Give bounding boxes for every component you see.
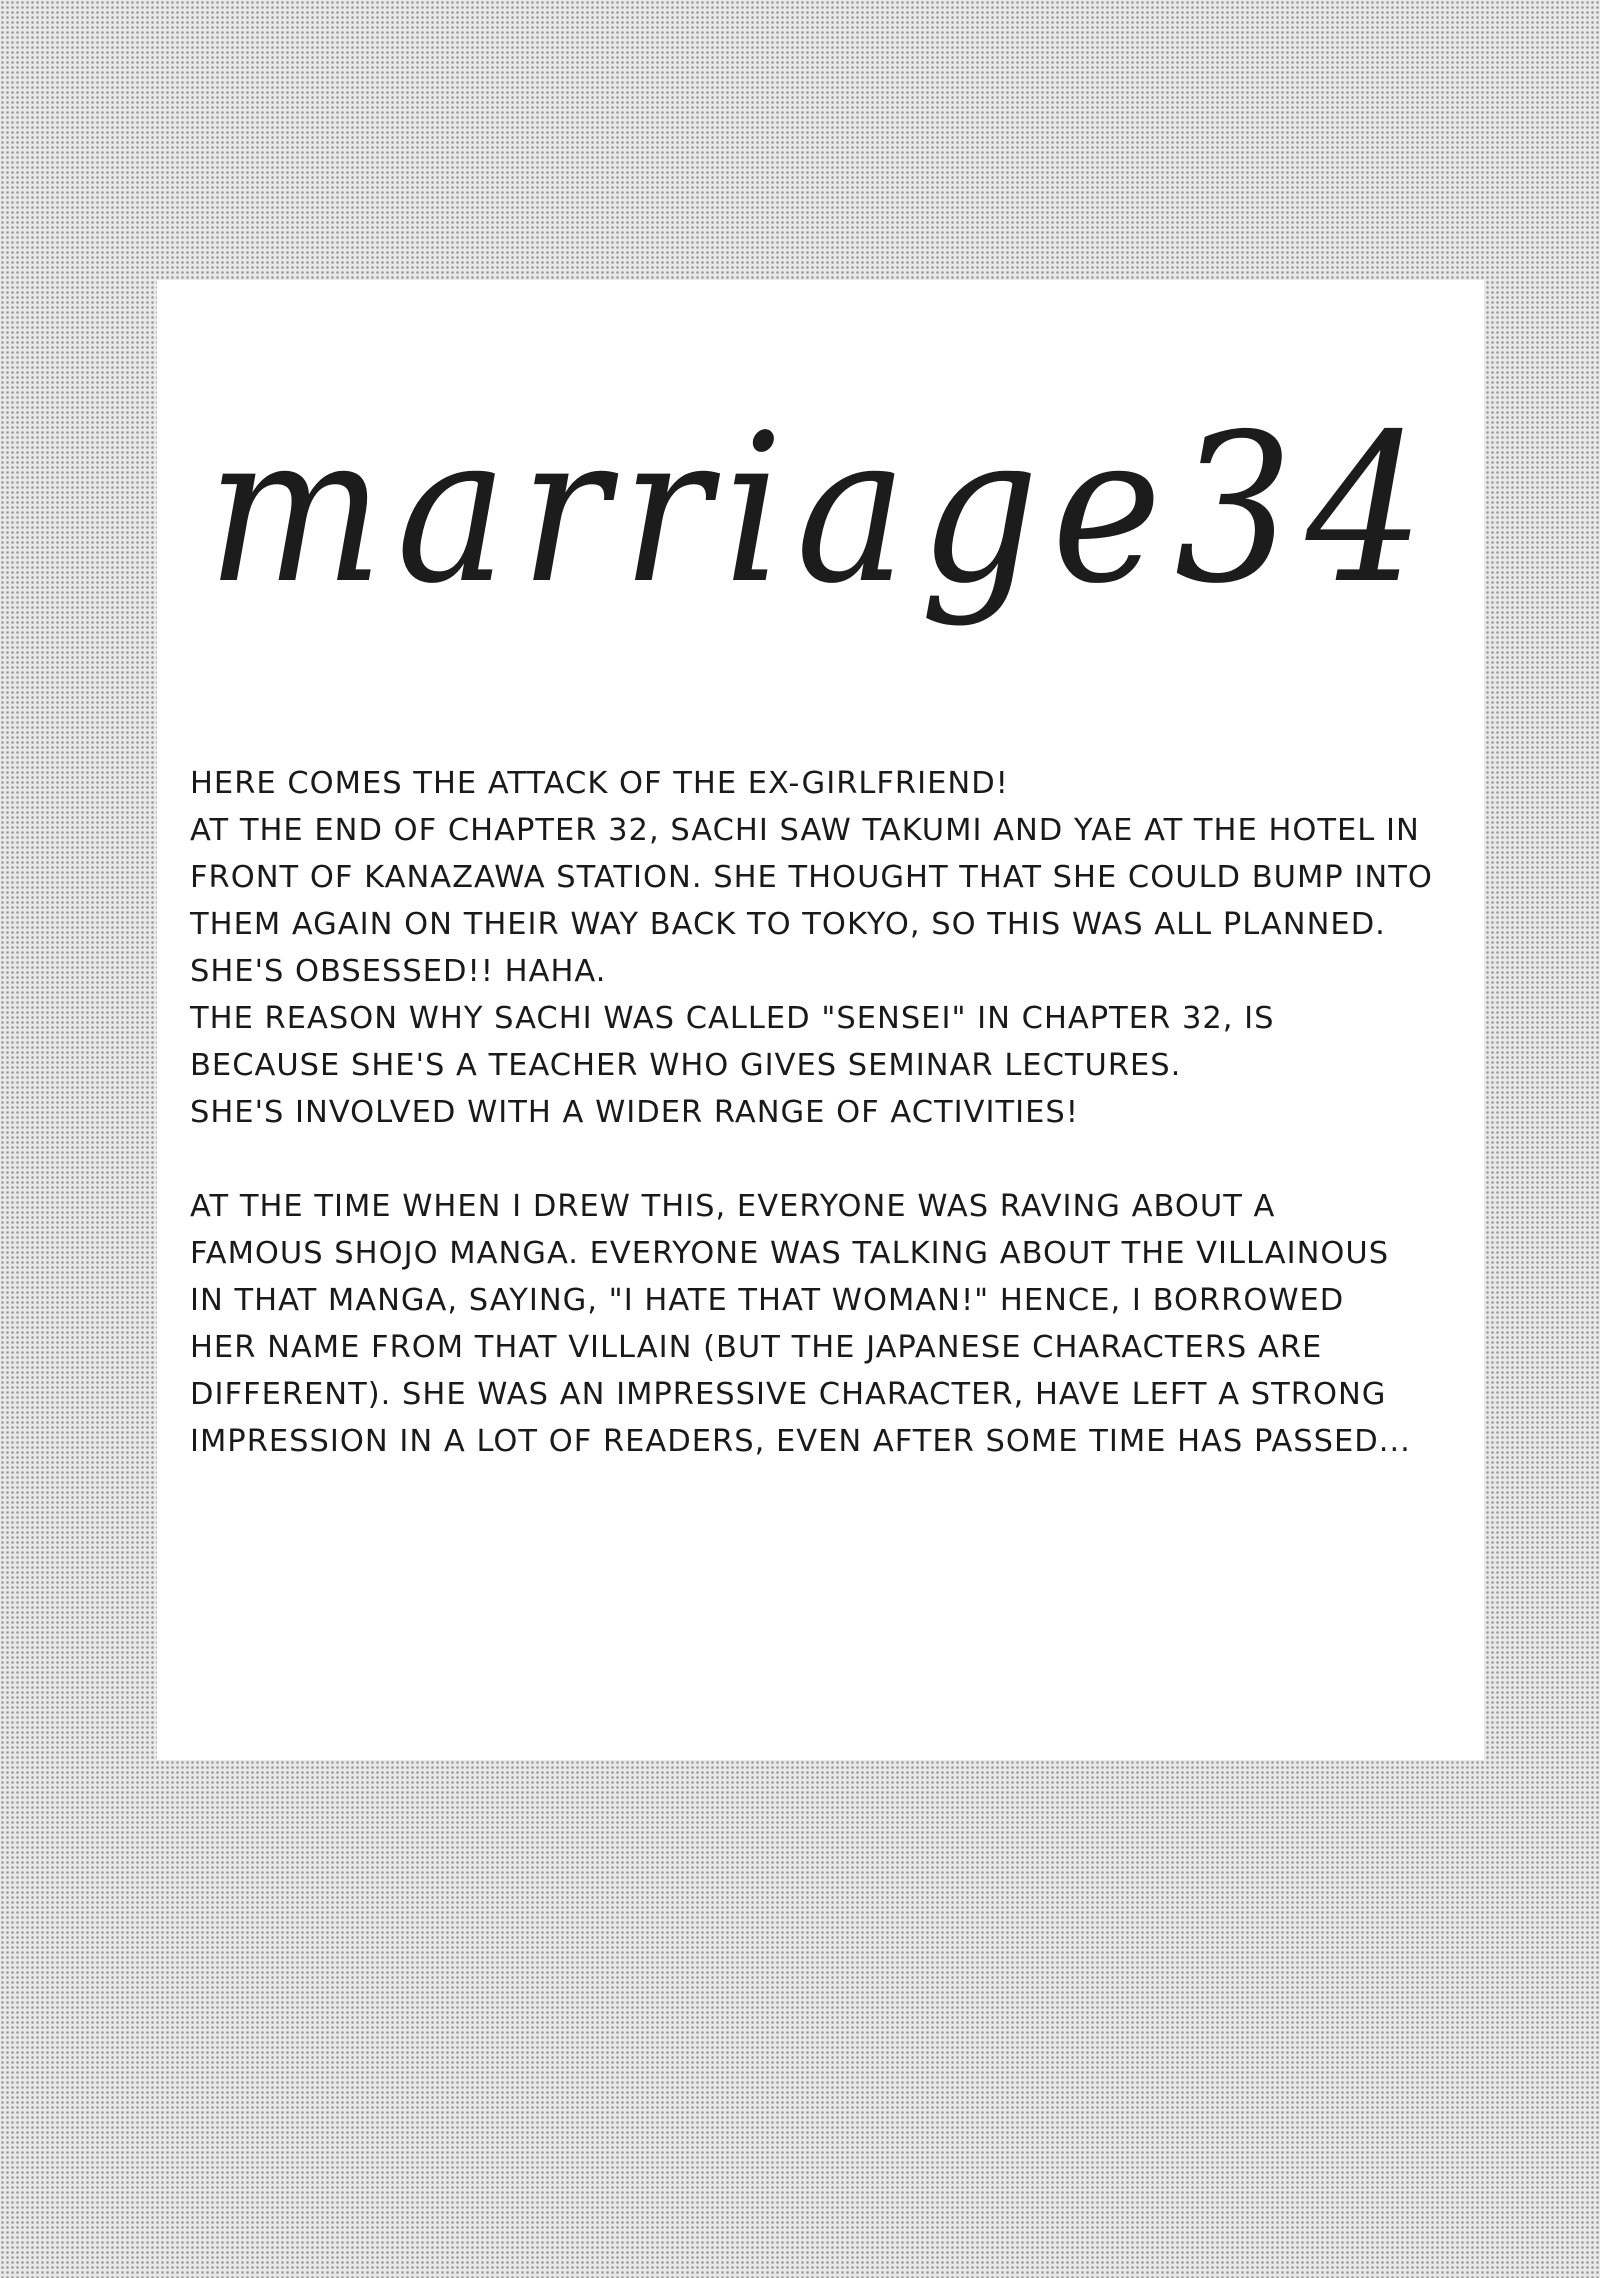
text-line: BECAUSE SHE'S A TEACHER WHO GIVES SEMINAR LECTURES. <box>190 1048 1182 1083</box>
notes-paragraph-2 <box>190 1183 1470 1465</box>
chapter-title-text: marriage34 <box>207 391 1437 629</box>
text-line: THE REASON WHY SACHI WAS CALLED "SENSEI" IN CHAPTER 32, IS <box>190 1001 1275 1036</box>
chapter-title-lettering <box>187 340 1457 670</box>
text-line: HERE COMES THE ATTACK OF THE EX-GIRLFRIEND! <box>190 766 1009 801</box>
notes-paragraph-1 <box>190 760 1470 1136</box>
chapter-title <box>187 340 1457 670</box>
text-line: SHE'S INVOLVED WITH A WIDER RANGE OF ACTIVITIES! <box>190 1095 1079 1130</box>
text-line: HER NAME FROM THAT VILLAIN (BUT THE JAPANESE CHARACTERS ARE <box>190 1330 1323 1365</box>
text-line: THEM AGAIN ON THEIR WAY BACK TO TOKYO, SO THIS WAS ALL PLANNED. <box>190 907 1386 942</box>
text-line: FRONT OF KANAZAWA STATION. SHE THOUGHT THAT SHE COULD BUMP INTO <box>190 860 1433 895</box>
text-line: IMPRESSION IN A LOT OF READERS, EVEN AFTER SOME TIME HAS PASSED... <box>190 1424 1411 1459</box>
author-notes-body <box>190 760 1470 1465</box>
text-line: AT THE END OF CHAPTER 32, SACHI SAW TAKUMI AND YAE AT THE HOTEL IN <box>190 813 1420 848</box>
text-line: IN THAT MANGA, SAYING, "I HATE THAT WOMAN!" HENCE, I BORROWED <box>190 1283 1345 1318</box>
text-line: FAMOUS SHOJO MANGA. EVERYONE WAS TALKING ABOUT THE VILLAINOUS <box>190 1236 1390 1271</box>
author-notes-panel <box>157 280 1484 1760</box>
text-line: DIFFERENT). SHE WAS AN IMPRESSIVE CHARACTER, HAVE LEFT A STRONG <box>190 1377 1387 1412</box>
text-line: SHE'S OBSESSED!! HAHA. <box>190 954 607 989</box>
text-line: AT THE TIME WHEN I DREW THIS, EVERYONE WAS RAVING ABOUT A <box>190 1189 1276 1224</box>
